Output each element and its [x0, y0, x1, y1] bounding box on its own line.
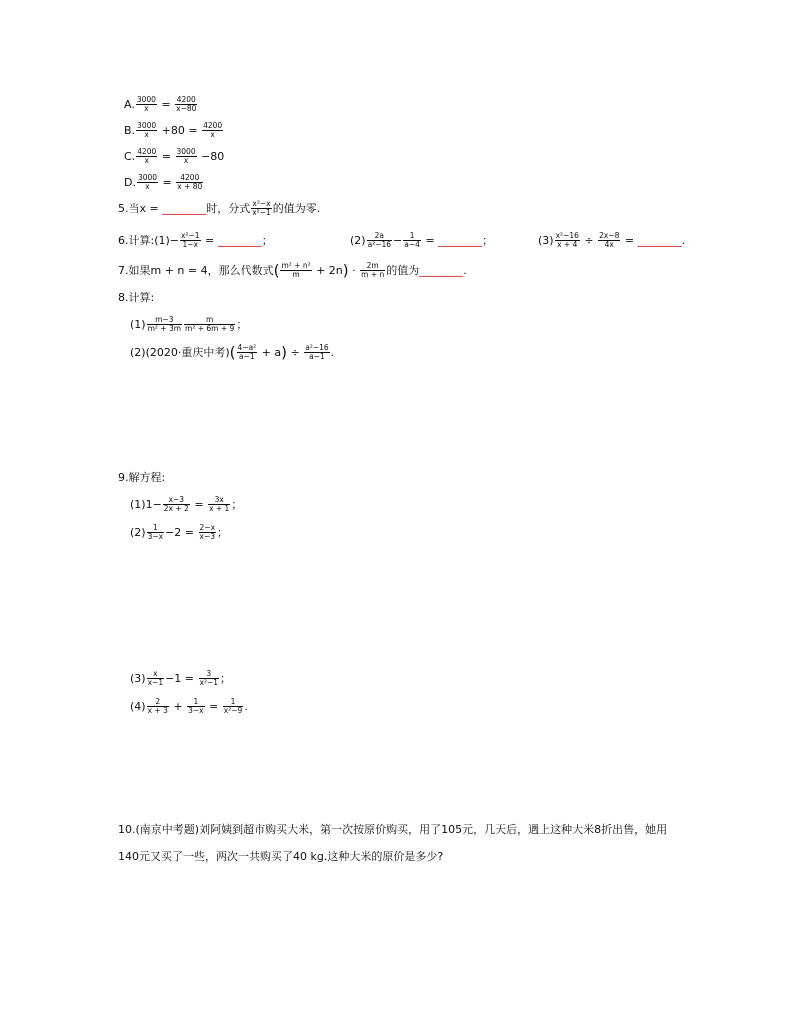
fraction: $\frac{\text{a²−16}}{a-1}$ [305, 343, 329, 362]
answer-blank[interactable]: ________ [637, 233, 682, 247]
fraction: $\frac{\text{m² + n²}}{m}$ [281, 261, 311, 280]
question-6-part-3: (3) $\frac{\text{x²−16}}{x + 4}$ ÷ $\frac{2x-8}{4x}$ = ________. [538, 231, 686, 250]
fraction: $\frac{2}{x + 3}$ [147, 697, 168, 716]
answer-blank[interactable]: ________ [162, 201, 207, 215]
answer-blank[interactable]: ________ [438, 233, 483, 247]
fraction: $\frac{2m}{m + n}$ [361, 261, 385, 280]
fraction: $\frac{4200}{x}$ [203, 121, 223, 140]
fraction: $\frac{3}{\text{x²−1}}$ [199, 669, 219, 688]
question-6-part-2: (2) $\frac{2a}{\text{a²−16}}$ − $\frac{1}{a-4}$ = ________； [350, 231, 494, 250]
fraction: $\frac{3000}{x}$ [137, 173, 158, 192]
choice-d: D. $\frac{3000}{x}$ = $\frac{4200}{x + 80}$ [124, 173, 203, 192]
fraction: $\frac{2-x}{x-3}$ [199, 523, 216, 542]
choice-b-label: B. [124, 123, 136, 137]
fraction: $\frac{1}{a-4}$ [404, 231, 420, 250]
question-9-label: 9.解方程: [118, 471, 166, 484]
question-6: 6.计算:(1)− $\frac{\text{x²−1}}{1-x}$ = ________； [118, 231, 273, 250]
question-10-line-1: 10.(南京中考题)刘阿姨到超市购买大米，第一次按原价购买，用了105元，几天后，遇上这种大米8折出售，她用 [118, 823, 668, 836]
fraction: $\frac{4200}{x}$ [137, 147, 157, 166]
fraction: $\frac{1}{\text{x²−9}}$ [223, 697, 243, 716]
fraction: $\frac{\text{x²−x}}{\text{x²−1}}$ [252, 199, 271, 218]
fraction: $\frac{m-3}{\text{m² + 3m}}$ [147, 315, 182, 334]
question-8-part-2: (2)(2020·重庆中考)( $\frac{\text{4−a²}}{a-1}$ + a) ÷ $\frac{\text{a²−16}}{a-1}$ . [130, 343, 335, 362]
question-9-part-3: (3) $\frac{x}{x-1}$ −1 = $\frac{3}{\text{x²−1}}$ ； [130, 669, 232, 688]
choice-a: A. $\frac{3000}{x}$ = $\frac{4200}{x-80}$ [124, 95, 197, 114]
fraction: $\frac{3000}{x}$ [136, 95, 156, 114]
fraction: $\frac{2x-8}{4x}$ [599, 231, 620, 250]
question-7: 7.如果m + n = 4，那么代数式( $\frac{\text{m² + n²}}{m}$ + 2n) · $\frac{2m}{m + n}$ 的值为________. [118, 261, 467, 280]
fraction: $\frac{1}{3-x}$ [188, 697, 204, 716]
question-5: 5.当x = ________时，分式 $\frac{\text{x²−x}}{\text{x²−1}}$ 的值为零. [118, 199, 321, 218]
question-label: 6.计算: [118, 233, 155, 247]
fraction: $\frac{4200}{x + 80}$ [177, 173, 203, 192]
fraction: $\frac{\text{x²−1}}{1-x}$ [181, 231, 200, 250]
fraction: $\frac{\text{x²−16}}{x + 4}$ [555, 231, 579, 250]
question-8-part-1: (1) $\frac{m-3}{\text{m² + 3m}}$ $\frac{m}{\text{m² + 6m + 9}}$ ； [130, 315, 248, 334]
fraction: $\frac{\text{4−a²}}{a-1}$ [237, 343, 257, 362]
fraction: $\frac{1}{3-x}$ [147, 523, 164, 542]
question-9-part-1: (1)1− $\frac{x-3}{2x + 2}$ = $\frac{3x}{x + 1}$ ； [130, 495, 243, 514]
fraction: $\frac{x-3}{2x + 2}$ [163, 495, 189, 514]
question-9-part-4: (4) $\frac{2}{x + 3}$ + $\frac{1}{3-x}$ = $\frac{1}{\text{x²−9}}$ . [130, 697, 248, 716]
question-8-label: 8.计算: [118, 291, 155, 304]
choice-b: B. $\frac{3000}{x}$ +80 = $\frac{4200}{x}$ [124, 121, 223, 140]
fraction: $\frac{x}{x-1}$ [147, 669, 164, 688]
answer-blank[interactable]: ________ [217, 233, 262, 247]
answer-blank[interactable]: ________ [419, 263, 464, 277]
question-10-line-2: 140元又买了一些，两次一共购买了40 kg.这种大米的原价是多少? [118, 850, 444, 863]
choice-c: C. $\frac{4200}{x}$ = $\frac{3000}{x}$ −80 [124, 147, 225, 166]
fraction: $\frac{3000}{x}$ [176, 147, 196, 166]
choice-a-label: A. [124, 97, 135, 111]
fraction: $\frac{3000}{x}$ [137, 121, 157, 140]
fraction: $\frac{4200}{x-80}$ [176, 95, 197, 114]
fraction: $\frac{m}{\text{m² + 6m + 9}}$ [185, 315, 235, 334]
choice-c-label: C. [124, 149, 136, 163]
choice-d-label: D. [124, 175, 136, 189]
fraction: $\frac{2a}{\text{a²−16}}$ [367, 231, 392, 250]
question-9-part-2: (2) $\frac{1}{3-x}$ −2 = $\frac{2-x}{x-3}$ ； [130, 523, 229, 542]
fraction: $\frac{3x}{x + 1}$ [209, 495, 230, 514]
